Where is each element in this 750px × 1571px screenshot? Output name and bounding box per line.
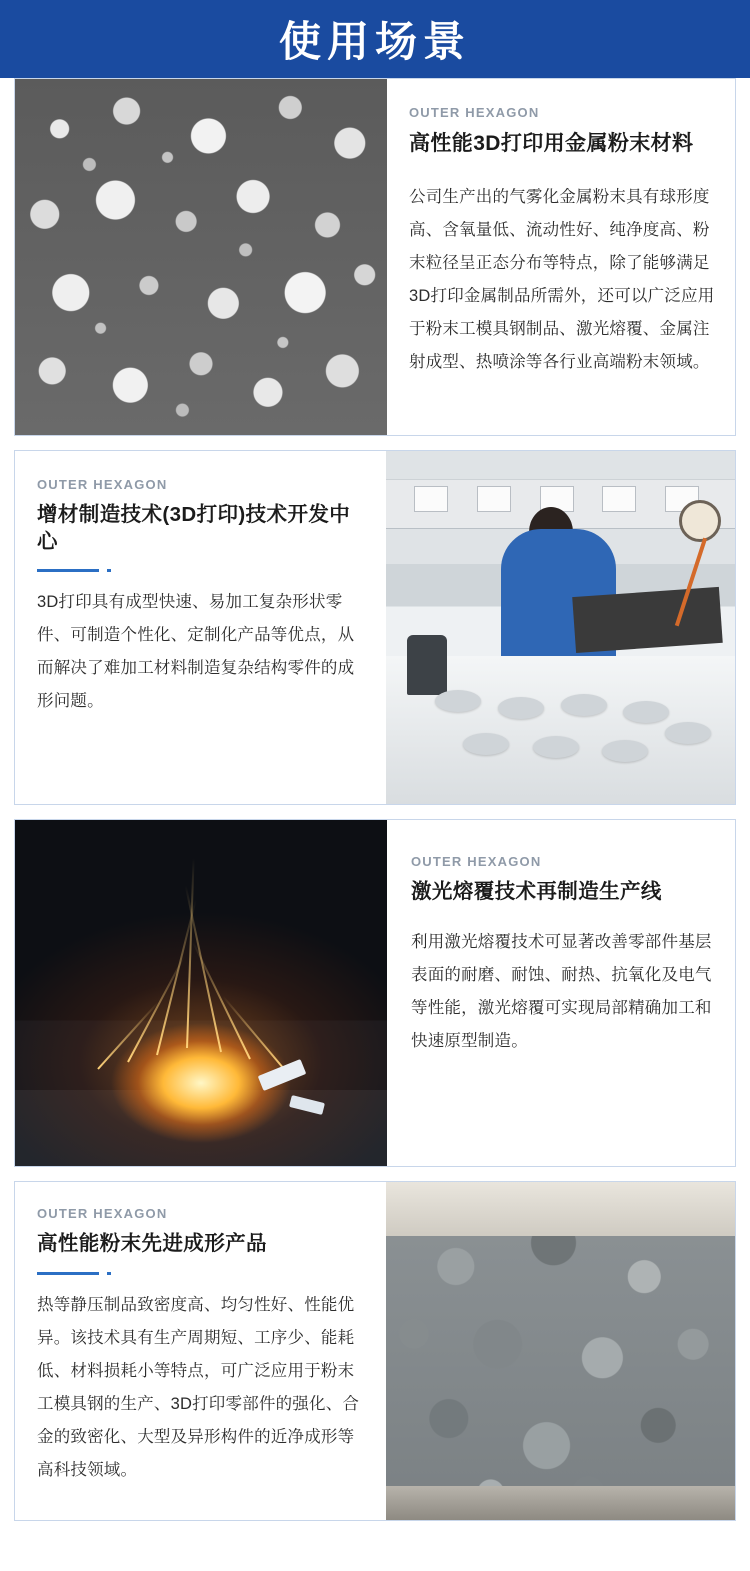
sample-disc [435, 690, 481, 712]
powder-micrograph-image [15, 79, 387, 435]
card-body: 利用激光熔覆技术可显著改善零部件基层表面的耐磨、耐蚀、耐热、抗氧化及电气等性能，激光熔覆可实现局部精确加工和快速原型制造。 [411, 932, 712, 1050]
card-eyebrow: OUTER HEXAGON [411, 854, 542, 869]
feature-card-3 [14, 819, 736, 1167]
accent-rule [37, 1272, 99, 1275]
granule-image [386, 1182, 735, 1520]
sem-powder-photo [15, 79, 387, 435]
sample-disc [665, 722, 711, 744]
granule-photo [386, 1182, 735, 1520]
container-base [386, 1486, 735, 1520]
microscope [407, 635, 447, 695]
card-body: 热等静压制品致密度高、均匀性好、性能优异。该技术具有生产周期短、工序少、能耗低、材料损耗小等特点，可广泛应用于粉末工模具钢的生产、3D打印零部件的强化、合金的致密化、大型及异形构件的近净成形等高科技领域。 [37, 1295, 360, 1479]
lab-document [602, 486, 636, 512]
metal-plate [289, 1095, 325, 1115]
card-body: 3D打印具有成型快速、易加工复杂形状零件、可制造个性化、定制化产品等优点，从而解决了难加工材料制造复杂结构零件的成形问题。 [37, 593, 355, 711]
card-headline: 激光熔覆技术再制造生产线 [411, 880, 662, 903]
page-title: 使用场景 [278, 18, 471, 65]
spark-streak [186, 858, 195, 1048]
lab-document [414, 486, 448, 512]
laser-cladding-image [15, 820, 387, 1166]
feature-card-2-text [15, 451, 386, 804]
lab-document [477, 486, 511, 512]
wall-clock [679, 500, 721, 542]
lab-worker-image [386, 451, 735, 804]
page-header [0, 0, 750, 78]
card-headline: 增材制造技术(3D打印)技术开发中心 [37, 503, 351, 553]
sample-disc [561, 694, 607, 716]
card-eyebrow: OUTER HEXAGON [409, 105, 540, 120]
cutting-machine [573, 587, 723, 654]
sample-disc [623, 701, 669, 723]
feature-card-2 [14, 450, 736, 805]
lab-photo [386, 451, 735, 804]
card-eyebrow: OUTER HEXAGON [37, 1206, 168, 1221]
spark-photo [15, 820, 387, 1166]
feature-card-3-text [387, 820, 735, 1166]
card-headline: 高性能3D打印用金属粉末材料 [409, 132, 694, 155]
card-headline: 高性能粉末先进成形产品 [37, 1232, 267, 1255]
spark-streak [222, 996, 285, 1070]
feature-card-1 [14, 78, 736, 436]
accent-rule [37, 569, 99, 572]
card-eyebrow: OUTER HEXAGON [37, 477, 168, 492]
feature-card-1-text [387, 79, 735, 435]
sample-disc [533, 736, 579, 758]
sample-disc [602, 740, 648, 762]
feature-card-4 [14, 1181, 736, 1521]
container-rim [386, 1182, 735, 1236]
feature-card-4-text [15, 1182, 386, 1520]
spark-streak [192, 941, 251, 1059]
sample-disc [463, 733, 509, 755]
metal-plate [258, 1059, 307, 1091]
sample-disc [498, 697, 544, 719]
card-body: 公司生产出的气雾化金属粉末具有球形度高、含氧量低、流动性好、纯净度高、粉末粒径呈正态分布等特点，除了能够满足3D打印金属制品所需外，还可以广泛应用于粉末工模具钢制品、激光熔覆、金属注射成型、热喷涂等各行业高端粉末领域。 [409, 188, 715, 372]
